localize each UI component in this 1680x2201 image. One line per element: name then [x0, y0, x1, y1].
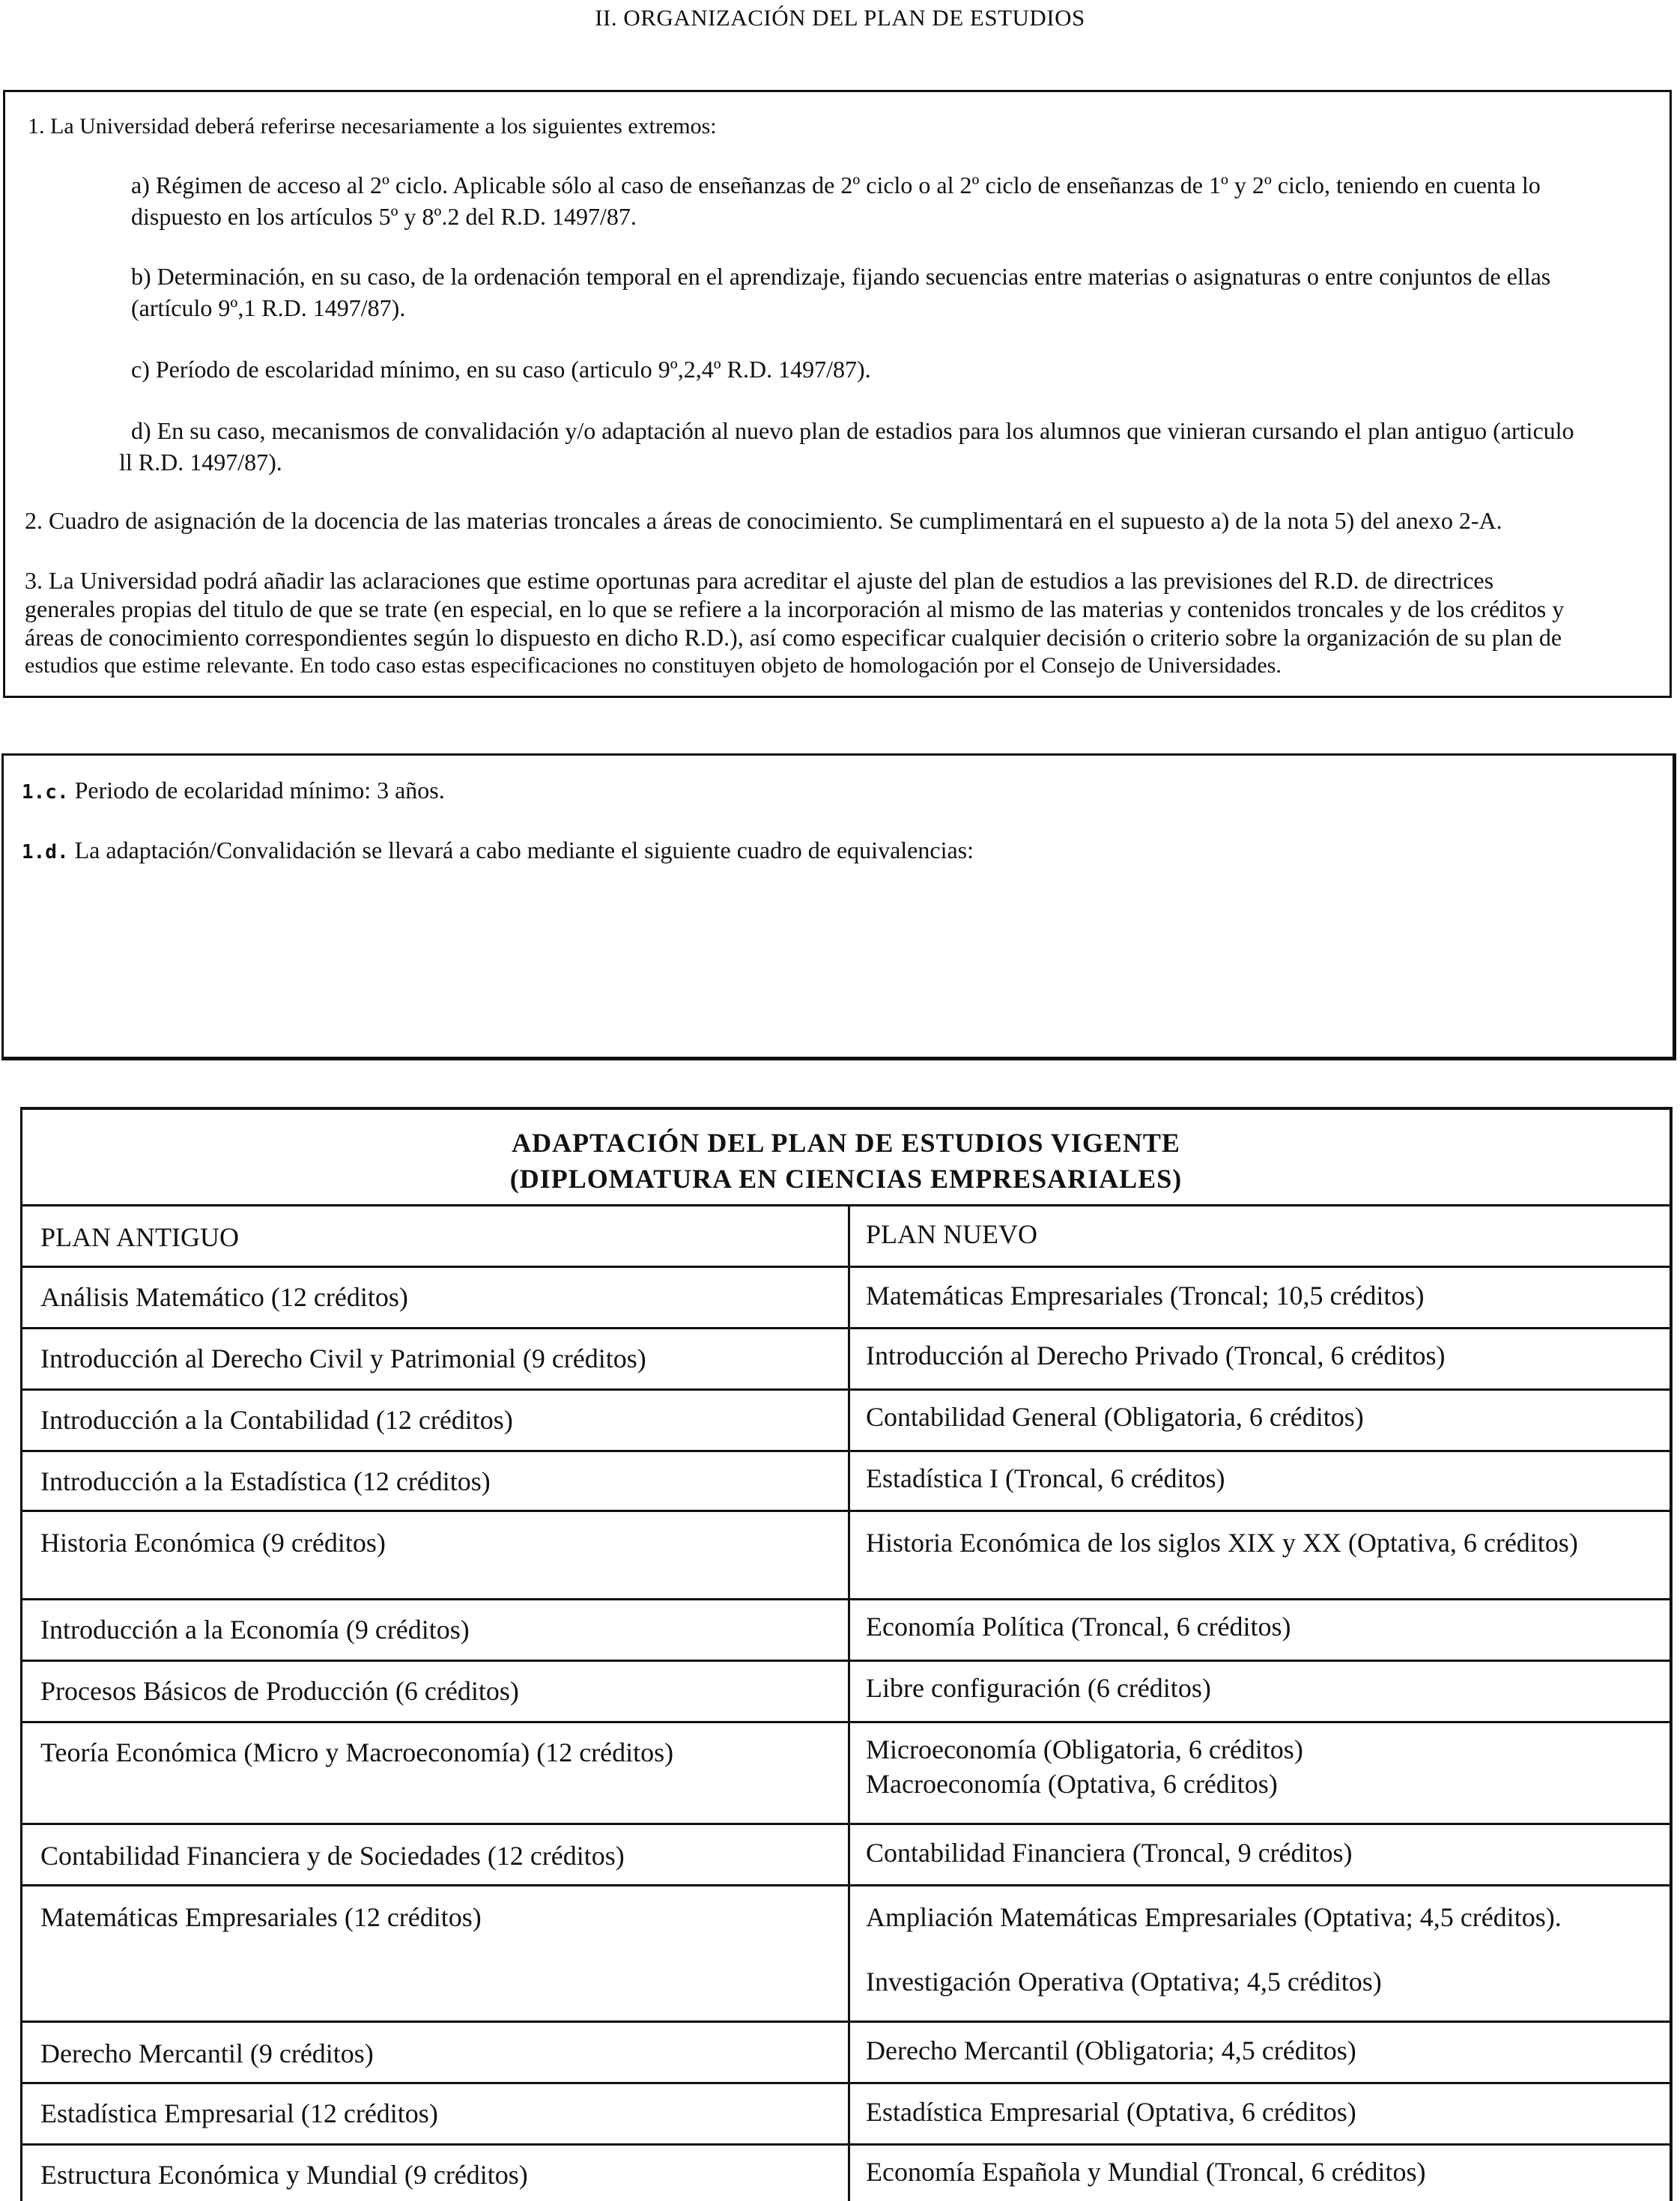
divider: [22, 2021, 1670, 2023]
new-subject-5: Historia Económica de los siglos XIX y XX (Optativa, 6 créditos): [866, 1528, 1578, 1558]
note-c: c) Período de escolaridad mínimo, en su caso (articulo 9º,2,4º R.D. 1497/87).: [131, 356, 871, 383]
divider: [22, 1204, 1670, 1206]
note-3-line2: generales propias del titulo de que se trate (en especial, en lo que se refiere a la incorporación al mismo de las materias y contenidos troncales y de los créditos y: [25, 595, 1565, 622]
divider: [22, 1450, 1670, 1452]
new-subject-13: Economía Española y Mundial (Troncal, 6 créditos): [866, 2157, 1426, 2187]
old-subject-1: Análisis Matemático (12 créditos): [40, 1282, 408, 1312]
note-d-line2: ll R.D. 1497/87).: [119, 449, 282, 476]
old-subject-12: Estadística Empresarial (12 créditos): [40, 2098, 438, 2128]
new-subject-8a: Microeconomía (Obligatoria, 6 créditos): [866, 1734, 1303, 1764]
note-3-line1: 3. La Universidad podrá añadir las aclaraciones que estime oportunas para acreditar el ajuste del plan de estudios a las previsiones del R.D. de directrices: [25, 567, 1494, 594]
divider: [22, 1598, 1670, 1600]
old-subject-13: Estructura Económica y Mundial (9 créditos): [40, 2160, 528, 2190]
header-plan-nuevo: PLAN NUEVO: [866, 1219, 1037, 1249]
old-subject-11: Derecho Mercantil (9 créditos): [40, 2038, 374, 2068]
note-a-line2: dispuesto en los artículos 5º y 8º.2 del R.D. 1497/87.: [131, 203, 637, 230]
divider: [22, 1327, 1670, 1329]
new-subject-1: Matemáticas Empresariales (Troncal; 10,5 créditos): [866, 1281, 1425, 1311]
table-title-line2: (DIPLOMATURA EN CIENCIAS EMPRESARIALES): [509, 1164, 1183, 1194]
page-title: II. ORGANIZACIÓN DEL PLAN DE ESTUDIOS: [595, 4, 1085, 31]
header-plan-antiguo: PLAN ANTIGUO: [40, 1222, 239, 1252]
divider: [22, 1823, 1670, 1825]
divider: [22, 1266, 1670, 1268]
new-subject-4: Estadística I (Troncal, 6 créditos): [866, 1463, 1225, 1493]
spec-d-label: 1.d.: [22, 841, 69, 863]
new-subject-3: Contabilidad General (Obligatoria, 6 créditos): [866, 1402, 1364, 1432]
new-subject-11: Derecho Mercantil (Obligatoria; 4,5 créditos): [866, 2035, 1356, 2065]
divider: [22, 1510, 1670, 1512]
instructions-box: [3, 90, 1672, 698]
old-subject-4: Introducción a la Estadística (12 créditos): [40, 1466, 491, 1496]
note-a-line1: a) Régimen de acceso al 2º ciclo. Aplicable sólo al caso de enseñanzas de 2º ciclo o al 2º ciclo de enseñanzas de 1º y 2º ciclo, teniendo en cuenta lo: [131, 171, 1541, 198]
spec-c-label: 1.c.: [22, 781, 69, 804]
note-b-line1: b) Determinación, en su caso, de la ordenación temporal en el aprendizaje, fijando secuencias entre materias o asignaturas o entre conjuntos de ellas: [131, 263, 1551, 290]
new-subject-8b: Macroeconomía (Optativa, 6 créditos): [866, 1769, 1278, 1799]
table-title-line1: ADAPTACIÓN DEL PLAN DE ESTUDIOS VIGENTE: [512, 1128, 1180, 1158]
spec-c-text: Periodo de ecolaridad mínimo: 3 años.: [74, 777, 445, 804]
note-3-line3: áreas de conocimiento correspondientes según lo dispuesto en dicho R.D.), así como especificar cualquier decisión o criterio sobre la organización de su plan de: [25, 624, 1562, 651]
specifics-box: [1, 753, 1676, 1060]
old-subject-2: Introducción al Derecho Civil y Patrimonial (9 créditos): [40, 1344, 646, 1373]
new-subject-10a: Ampliación Matemáticas Empresariales (Optativa; 4,5 créditos).: [866, 1902, 1562, 1932]
old-subject-6: Introducción a la Economía (9 créditos): [40, 1615, 470, 1645]
divider: [22, 1884, 1670, 1886]
new-subject-10b: Investigación Operativa (Optativa; 4,5 créditos): [866, 1967, 1382, 1997]
note-b-line2: (artículo 9º,1 R.D. 1497/87).: [131, 294, 406, 321]
spec-c: [22, 775, 445, 807]
adaptation-table: [20, 1107, 1673, 2201]
new-subject-6: Economía Política (Troncal, 6 créditos): [866, 1612, 1291, 1642]
new-subject-2: Introducción al Derecho Privado (Troncal, 6 créditos): [866, 1341, 1446, 1370]
note-3-line4: estudios que estime relevante. En todo caso estas especificaciones no constituyen objeto de homologación por el Consejo de Universidades.: [25, 653, 1282, 678]
new-subject-12: Estadística Empresarial (Optativa, 6 créditos): [866, 2097, 1356, 2127]
old-subject-7: Procesos Básicos de Producción (6 créditos): [40, 1676, 519, 1706]
note-2: 2. Cuadro de asignación de la docencia de las materias troncales a áreas de conocimiento. Se cumplimentará en el supuesto a) de la nota 5) del anexo 2-A.: [25, 507, 1502, 534]
old-subject-10: Matemáticas Empresariales (12 créditos): [40, 1902, 482, 1932]
new-subject-9: Contabilidad Financiera (Troncal, 9 créditos): [866, 1838, 1353, 1868]
old-subject-9: Contabilidad Financiera y de Sociedades (12 créditos): [40, 1841, 625, 1871]
column-divider: [848, 1204, 850, 2201]
spec-d: [22, 835, 974, 867]
divider: [22, 1388, 1670, 1391]
note-1: 1. La Universidad deberá referirse necesariamente a los siguientes extremos:: [28, 114, 717, 139]
old-subject-3: Introducción a la Contabilidad (12 créditos): [40, 1405, 513, 1435]
divider: [22, 2143, 1670, 2146]
divider: [22, 2082, 1670, 2084]
new-subject-7: Libre configuración (6 créditos): [866, 1673, 1211, 1703]
divider: [22, 1660, 1670, 1662]
old-subject-8: Teoría Económica (Micro y Macroeconomía) (12 créditos): [40, 1737, 674, 1767]
note-d-line1: d) En su caso, mecanismos de convalidación y/o adaptación al nuevo plan de estadios para los alumnos que vinieran cursando el plan antiguo (articulo: [131, 417, 1574, 444]
divider: [22, 1721, 1670, 1723]
spec-d-text: La adaptación/Convalidación se llevará a cabo mediante el siguiente cuadro de equivalencias:: [74, 837, 974, 863]
old-subject-5: Historia Económica (9 créditos): [40, 1528, 386, 1558]
